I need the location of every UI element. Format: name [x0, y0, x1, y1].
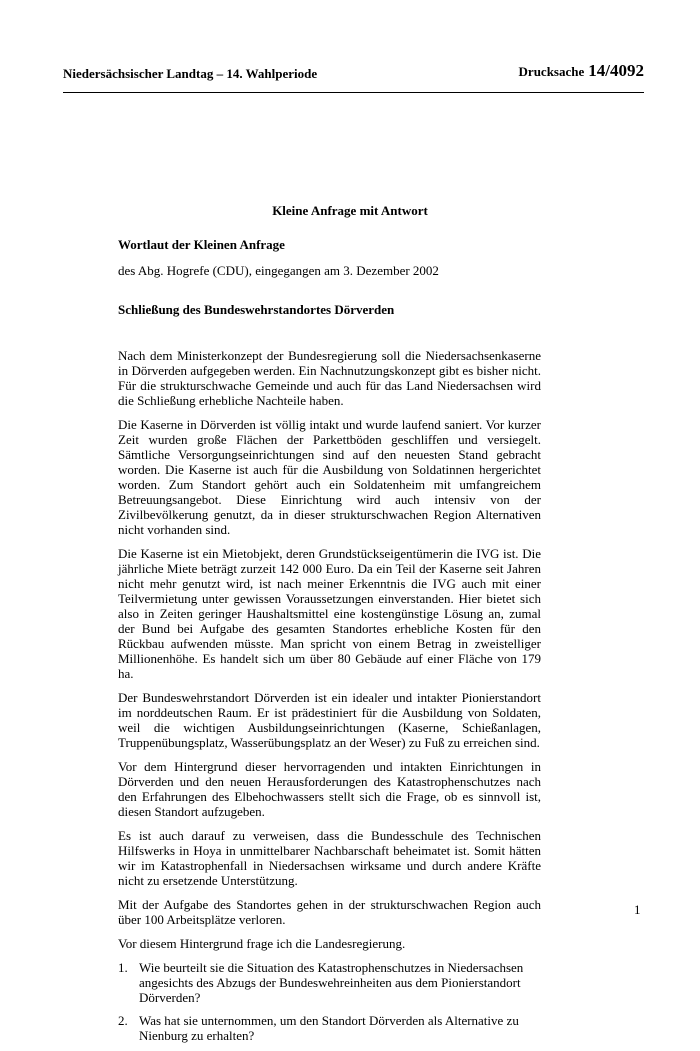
paragraph: Vor dem Hintergrund dieser hervorragenden und intakten Einrichtungen in Dörverden und den neuen Herausforderungen des Katastrophenschutzes nach den Erfahrungen des Elbehochwassers stellt sich die Frage, ob es sinnvoll ist, diesen Standort aufzugeben.: [118, 759, 541, 819]
question-number: 1.: [118, 960, 128, 975]
question-number: 2.: [118, 1013, 128, 1028]
question-list: [118, 960, 541, 1043]
page-number: 1: [634, 902, 641, 917]
paragraph: Es ist auch darauf zu verweisen, dass die Bundesschule des Technischen Hilfswerks in Hoya in unmittelbarer Nachbarschaft beheimatet ist. Somit hätten wir im Katastrophenfall in Niedersachsen wirksame und durch andere Kräfte nicht zu ersetzende Unterstützung.: [118, 828, 541, 888]
document-number-value: 14/4092: [588, 61, 644, 80]
question-item: [118, 1013, 541, 1043]
question-item: [118, 960, 541, 1005]
document-number: [519, 61, 644, 81]
paragraph: Die Kaserne in Dörverden ist völlig intakt und wurde laufend saniert. Vor kurzer Zeit wurden große Flächen der Parkettböden geschliffen und versiegelt. Sämtliche Versorgungseinrichtungen sind auf den neuesten Stand gebracht worden. Die Kaserne ist auch für die Ausbildung von Soldatinnen hergerichtet worden. Zum Standort gehört auch ein Soldatenheim mit umfangreichem Betreuungsangebot. Diese Einrichtung wird auch intensiv von der Zivilbevölkerung genutzt, da in dieser strukturschwachen Region Alternativen nicht vorhanden sind.: [118, 417, 541, 537]
question-intro: Vor diesem Hintergrund frage ich die Landesregierung.: [118, 936, 406, 951]
inquiry-text: [118, 348, 541, 1043]
paragraph: Mit der Aufgabe des Standortes gehen in der strukturschwachen Region auch über 100 Arbeitsplätze verloren.: [118, 897, 541, 927]
parliament-title: Niedersächsischer Landtag – 14. Wahlperiode: [63, 66, 318, 81]
inquiry-title: Schließung des Bundeswehrstandortes Dörverden: [118, 302, 395, 317]
document-body: [118, 237, 541, 1051]
subheading: Wortlaut der Kleinen Anfrage: [118, 237, 285, 252]
question-text: Wie beurteilt sie die Situation des Katastrophenschutzes in Niedersachsen angesichts des Abzugs der Bundeswehreinheiten aus dem Pionierstandort Dörverden?: [139, 960, 524, 1005]
paragraph: Die Kaserne ist ein Mietobjekt, deren Grundstückseigentümerin die IVG ist. Die jährliche Miete beträgt zurzeit 142 000 Euro. Da ein Teil der Kaserne seit Jahren nicht mehr genutzt wird, ist nach meiner Erkenntnis die IVG auch mit einer Teilvermietung unter gewissen Voraussetzungen einverstanden. Hier bietet sich also in Zeiten geringer Haushaltsmittel eine kostengünstige Lösung an, zumal der Bund bei Aufgabe des gesamten Standortes erhebliche Kosten für den Rückbau aufwenden müsste. Man spricht von einem Betrag in zweistelliger Millionenhöhe. Es handelt sich um über 80 Gebäude auf einer Fläche von 179 ha.: [118, 546, 541, 681]
page-header: [63, 58, 644, 93]
paragraph: Nach dem Ministerkonzept der Bundesregierung soll die Niedersachsenkaserne in Dörverden aufgegeben werden. Ein Nachnutzungskonzept gibt es bisher nicht. Für die strukturschwache Gemeinde und auch für das Land Niedersachsen wird die Schließung erhebliche Nachteile haben.: [118, 348, 541, 408]
paragraph: Der Bundeswehrstandort Dörverden ist ein idealer und intakter Pionierstandort im norddeutschen Raum. Er ist prädestiniert für die Ausbildung von Soldaten, weil die wichtigen Ausbildungseinrichtungen (Kaserne, Schießanlagen, Truppenübungsplatz, Wasserübungsplatz an der Weser) zu Fuß zu erreichen sind.: [118, 690, 541, 750]
document-type: Kleine Anfrage mit Antwort: [272, 203, 428, 218]
author-line: des Abg. Hogrefe (CDU), eingegangen am 3. Dezember 2002: [118, 263, 439, 278]
document-number-label: Drucksache: [518, 64, 585, 79]
question-text: Was hat sie unternommen, um den Standort Dörverden als Alternative zu Nienburg zu erhalten?: [139, 1013, 519, 1043]
